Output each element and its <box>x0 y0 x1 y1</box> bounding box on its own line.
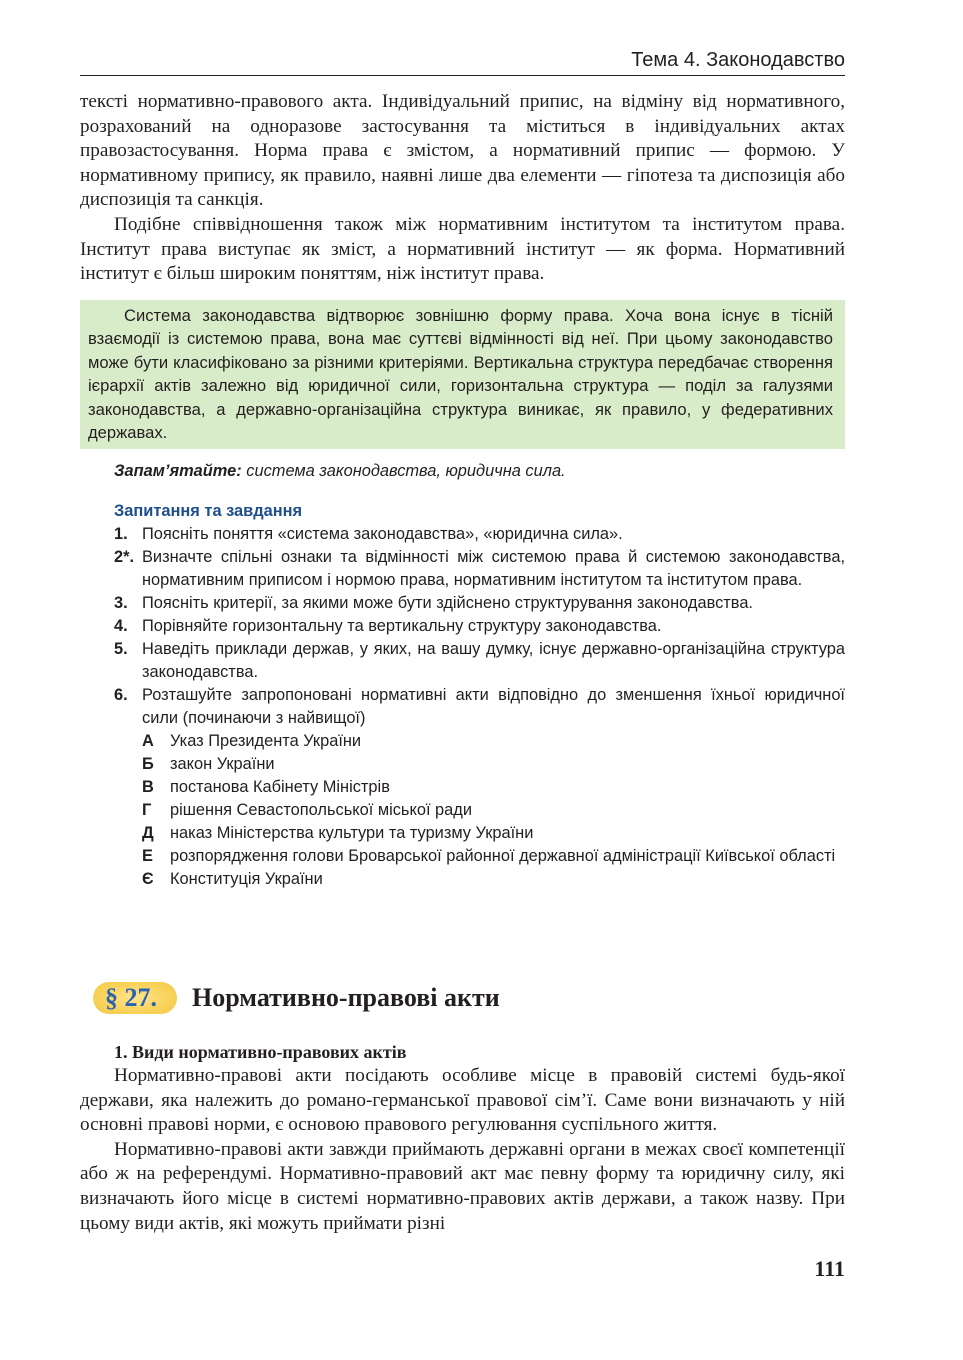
header-title: Тема 4. Законодавство <box>631 49 845 71</box>
option-letter: Г <box>142 801 152 819</box>
question-text: Порівняйте горизонтальну та вертикальну структуру законодавства. <box>142 617 662 635</box>
option-item <box>142 822 845 845</box>
question-number: 2*. <box>114 548 135 566</box>
intro-text <box>80 90 845 287</box>
remember-text: система законодавства, юридична сила. <box>241 462 566 480</box>
question-item <box>114 684 845 730</box>
questions-list <box>114 523 845 891</box>
remember-label: Запам’ятайте: <box>114 462 242 480</box>
option-item <box>142 753 845 776</box>
intro-paragraph-2: Подібне співвідношення також між нормативним інститутом та інститутом права. Інститут права виступає як зміст, а нормативний інститут — як форма. Нормативний інститут є більш широким поняттям, ніж інститут права. <box>80 213 845 285</box>
question-number: 4. <box>114 617 128 635</box>
page-number: 111 <box>814 1256 845 1281</box>
option-item <box>142 730 845 753</box>
question-text: Визначте спільні ознаки та відмінності між системою права й системою законодавства, нормативним приписом і нормою права, нормативним інститутом та інститутом права. <box>142 548 845 589</box>
question-text: Поясніть критерії, за якими може бути здійснено структурування законодавства. <box>142 594 753 612</box>
question-number: 6. <box>114 686 128 704</box>
option-letter: Є <box>142 870 154 888</box>
question-item <box>114 615 845 638</box>
section-paragraph-2: Нормативно-правові акти завжди приймають державні органи в межах своєї компетенції або ж на референдумі. Нормативно-правовий акт має певну форму та юридичну силу, які визначають його місце в системі нормативно-правових актів держави, а також назву. При цьому види актів, які можуть приймати різні <box>80 1138 845 1234</box>
option-item <box>142 845 845 868</box>
option-letter: Е <box>142 847 153 865</box>
question-item <box>114 638 845 684</box>
questions-heading: Запитання та завдання <box>114 502 303 520</box>
option-letter: Д <box>142 824 154 842</box>
option-text: постанова Кабінету Міністрів <box>170 778 390 796</box>
option-text: Конституція України <box>170 870 323 888</box>
section-heading <box>93 980 853 1020</box>
option-text: наказ Міністерства культури та туризму України <box>170 824 534 842</box>
option-item <box>142 776 845 799</box>
option-letter: В <box>142 778 154 796</box>
summary-text: Система законодавства відтворює зовнішню форму права. Хоча вона існує в тісній взаємодії із системою права, вона має суттєві відмінності від неї. При цьому законодавство може бути класифіковано за різними критеріями. Вертикальна структура передбачає створення ієрархії актів залежно від юридичної сили, горизонтальна структура — поділ за галузями законодавства, а державно-організаційна структура виникає, як правило, у федеративних державах. <box>88 306 833 443</box>
section-title: Нормативно-правові акти <box>192 983 500 1012</box>
intro-paragraph-1: тексті нормативно-правового акта. Індивідуальний припис, на відміну від нормативного, розрахований на одноразове застосування та міститься в індивідуальних актах правозастосування. Норма права є змістом, а нормативний припис — формою. У нормативному припису, як правило, наявні лише два елементи — гіпотеза та диспозиція або диспозиція та санкція. <box>80 91 845 211</box>
summary-box <box>80 300 845 449</box>
answer-options <box>142 730 845 891</box>
question-number: 3. <box>114 594 128 612</box>
section-paragraph-1: Нормативно-правові акти посідають особливе місце в правовій системі будь-якої держави, яка належить до романо-германської правової сім’ї. Саме вони визначають у ній основні правові норми, є основою правового регулювання суспільного життя. <box>80 1065 845 1136</box>
option-item <box>142 799 845 822</box>
question-text: Розташуйте запропоновані нормативні акти відповідно до зменшення їхньої юридичної сили (починаючи з найвищої) <box>142 686 845 727</box>
question-text: Поясніть поняття «система законодавства», «юридична сила». <box>142 525 623 543</box>
question-number: 1. <box>114 525 128 543</box>
option-item <box>142 868 845 891</box>
remember-note <box>114 460 845 482</box>
question-number: 5. <box>114 640 128 658</box>
page-header <box>80 47 845 76</box>
option-text: закон України <box>170 755 275 773</box>
option-text: рішення Севастопольської міської ради <box>170 801 473 819</box>
section-body-text <box>80 1064 845 1236</box>
question-text: Наведіть приклади держав, у яких, на вашу думку, існує державно-організаційна структура законодавства. <box>142 640 845 681</box>
subsection-title: 1. Види нормативно-правових актів <box>114 1042 407 1062</box>
question-item <box>114 546 845 592</box>
option-letter: Б <box>142 755 154 773</box>
question-item <box>114 592 845 615</box>
section-number: § 27. <box>105 983 157 1012</box>
option-text: розпорядження голови Броварської районної державної адміністрації Київської області <box>170 847 836 865</box>
question-item <box>114 523 845 546</box>
option-letter: А <box>142 732 154 750</box>
option-text: Указ Президента України <box>170 732 362 750</box>
